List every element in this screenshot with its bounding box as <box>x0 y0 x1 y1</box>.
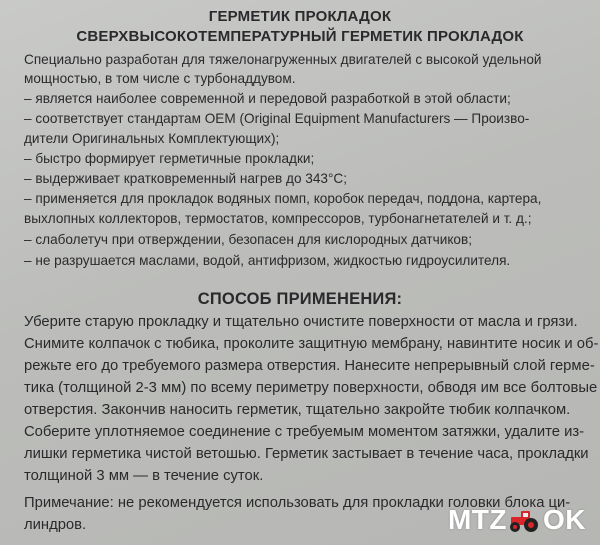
usage-line: Уберите старую прокладку и тщательно очистите поверхности от масла и грязи. <box>24 314 578 330</box>
watermark-logo <box>448 504 586 536</box>
intro-line: мощностью, в том числе с турбонаддувом. <box>24 71 296 86</box>
usage-line: Снимите колпачок с тюбика, проколите защитную мембрану, навинтите носик и об- <box>24 336 599 352</box>
page-subtitle: СВЕРХВЫСОКОТЕМПЕРАТУРНЫЙ ГЕРМЕТИК ПРОКЛАДОК <box>76 28 524 45</box>
intro-line: – применяется для прокладок водяных помп, коробок передач, поддона, картера, <box>24 191 542 206</box>
usage-title: СПОСОБ ПРИМЕНЕНИЯ: <box>197 290 403 308</box>
usage-line: лишки герметика чистой ветошью. Герметик застывает в течение часа, прокладки <box>24 446 589 462</box>
intro-line: Специально разработан для тяжелонагруженных двигателей с высокой удельной <box>24 52 542 67</box>
intro-line: дители Оригинальных Комплектующих); <box>24 131 280 146</box>
usage-note-line: линдров. <box>24 517 87 533</box>
watermark-text-left: MTZ <box>447 504 507 535</box>
intro-line: выхлопных коллекторов, термостатов, компрессоров, турбонагнетателей и т. д.; <box>24 211 532 226</box>
usage-line: толщиной 3 мм — в течение суток. <box>24 468 264 484</box>
usage-note-line: Примечание: не рекомендуется использовать для прокладки головки блока ци- <box>24 495 571 511</box>
intro-line: – быстро формирует герметичные прокладки; <box>24 151 315 166</box>
intro-line: – не разрушается маслами, водой, антифризом, жидкостью гидроусилителя. <box>24 253 511 268</box>
intro-line: – выдерживает кратковременный нагрев до 343°C; <box>24 171 347 186</box>
intro-line: – соответствует стандартам OEM (Original Equipment Manufacturers — Произво- <box>24 111 530 126</box>
tractor-icon <box>508 508 542 532</box>
intro-line: – слаболетуч при отверждении, безопасен для кислородных датчиков; <box>24 232 472 247</box>
page-title: ГЕРМЕТИК ПРОКЛАДОК <box>208 8 392 25</box>
intro-line: – является наиболее современной и передовой разработкой в этой области; <box>24 91 511 106</box>
usage-line: режьте его до требуемого размера отверстия. Нанесите непрерывный слой герме- <box>24 358 595 374</box>
watermark-text-right: OK <box>543 504 586 535</box>
usage-line: Соберите уплотняемое соединение с требуемым моментом затяжки, удалите из- <box>24 424 585 440</box>
usage-line: отверстия. Закончив наносить герметик, тщательно закройте тюбик колпачком. <box>24 402 571 418</box>
usage-line: тика (толщиной 2-3 мм) по всему периметру поверхности, обводя им все болтовые <box>24 380 598 396</box>
